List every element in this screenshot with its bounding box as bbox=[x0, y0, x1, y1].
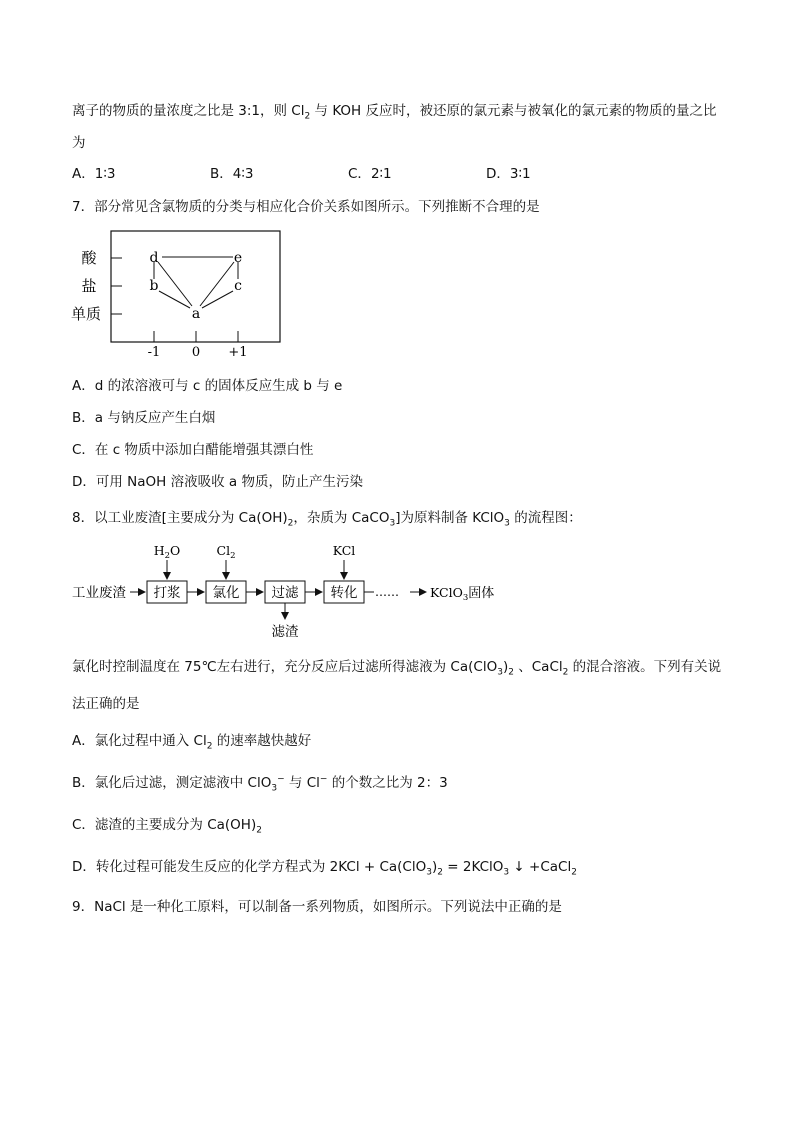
q7-option-d: D．可用 NaOH 溶液吸收 a 物质，防止产生污染 bbox=[72, 474, 363, 490]
point-e: e bbox=[233, 250, 243, 266]
flow-dots: …… bbox=[375, 585, 399, 599]
q8-option-b: B．氯化后过滤，测定滤液中 ClO$_3$− 与 Cl− 的个数之比为 2：3 bbox=[72, 774, 448, 794]
q7-option-a: A．d 的浓溶液可与 c 的固体反应生成 b 与 e bbox=[72, 378, 343, 394]
q7-option-c: C．在 c 物质中添加白醋能增强其漂白性 bbox=[72, 442, 314, 458]
x-label-zero: 0 bbox=[191, 345, 201, 360]
x-label-minus1: -1 bbox=[147, 345, 161, 360]
flow-step3-label: 过滤 bbox=[271, 585, 299, 601]
reagent-cl2: $Cl_2$ bbox=[216, 543, 236, 561]
q7-option-b: B．a 与钠反应产生白烟 bbox=[72, 410, 216, 426]
q8-option-a: A．氯化过程中通入 $Cl_2$ 的速率越快越好 bbox=[72, 733, 312, 752]
line-b-a bbox=[159, 291, 190, 308]
y-label-salt: 盐 bbox=[81, 277, 97, 295]
q8-flowchart bbox=[70, 540, 510, 644]
x-label-plus1: +1 bbox=[228, 345, 248, 360]
q8-option-c: C．滤渣的主要成分为 $Ca(OH)_2$ bbox=[72, 817, 262, 836]
reagent-kcl: KCl bbox=[332, 543, 356, 558]
flow-end-label: KClO$_3$固体 bbox=[430, 585, 495, 603]
flow-step1-label: 打浆 bbox=[153, 585, 181, 601]
flow-step2-label: 氯化 bbox=[212, 585, 240, 601]
q8-paragraph-line-1: 氯化时控制温度在 75℃左右进行，充分反应后过滤所得滤液为 $Ca(ClO_3)_2$ 、CaCl$_2$ 的混合溶液。下列有关说 bbox=[72, 659, 722, 678]
reagent-h2o: $H_2O$ bbox=[153, 543, 181, 561]
q6-option-a: A．1∶3 bbox=[72, 166, 116, 182]
diagram-frame bbox=[111, 231, 280, 342]
point-d: d bbox=[149, 250, 159, 266]
q8-option-d: D．转化过程可能发生反应的化学方程式为 $2KCl + Ca(ClO_3)_2$ = 2KClO$_3$ ↓ +CaCl$_2$ bbox=[72, 859, 577, 878]
point-b: b bbox=[149, 278, 159, 294]
y-label-acid: 酸 bbox=[81, 249, 97, 267]
q8-stem: 8．以工业废渣[主要成分为 $Ca(OH)_2$，杂质为 CaCO$_3$]为原料制备 KClO$_3$ 的流程图： bbox=[72, 510, 582, 529]
q9-stem: 9．NaCl 是一种化工原料，可以制备一系列物质，如图所示。下列说法中正确的是 bbox=[72, 899, 562, 915]
line-c-a bbox=[202, 291, 233, 308]
q6-option-d: D．3∶1 bbox=[486, 166, 531, 182]
point-c: c bbox=[234, 278, 242, 294]
point-a: a bbox=[191, 306, 201, 322]
y-label-element: 单质 bbox=[70, 305, 102, 323]
q6-option-c: C．2∶1 bbox=[348, 166, 392, 182]
intro-line-1: 离子的物质的量浓度之比是 3:1，则 $Cl_2$ 与 KOH 反应时，被还原的氯元素与被氧化的氯元素的物质的量之比 bbox=[72, 103, 717, 122]
flow-step4-label: 转化 bbox=[330, 585, 358, 601]
flow-residue-label: 滤渣 bbox=[271, 624, 299, 640]
q8-paragraph-line-2: 法正确的是 bbox=[72, 696, 140, 712]
q7-valence-diagram bbox=[70, 224, 290, 362]
q7-stem: 7．部分常见含氯物质的分类与相应化合价关系如图所示。下列推断不合理的是 bbox=[72, 199, 540, 215]
q6-option-b: B．4∶3 bbox=[210, 166, 254, 182]
intro-line-2: 为 bbox=[72, 135, 86, 151]
flow-start-label: 工业废渣 bbox=[72, 585, 126, 601]
